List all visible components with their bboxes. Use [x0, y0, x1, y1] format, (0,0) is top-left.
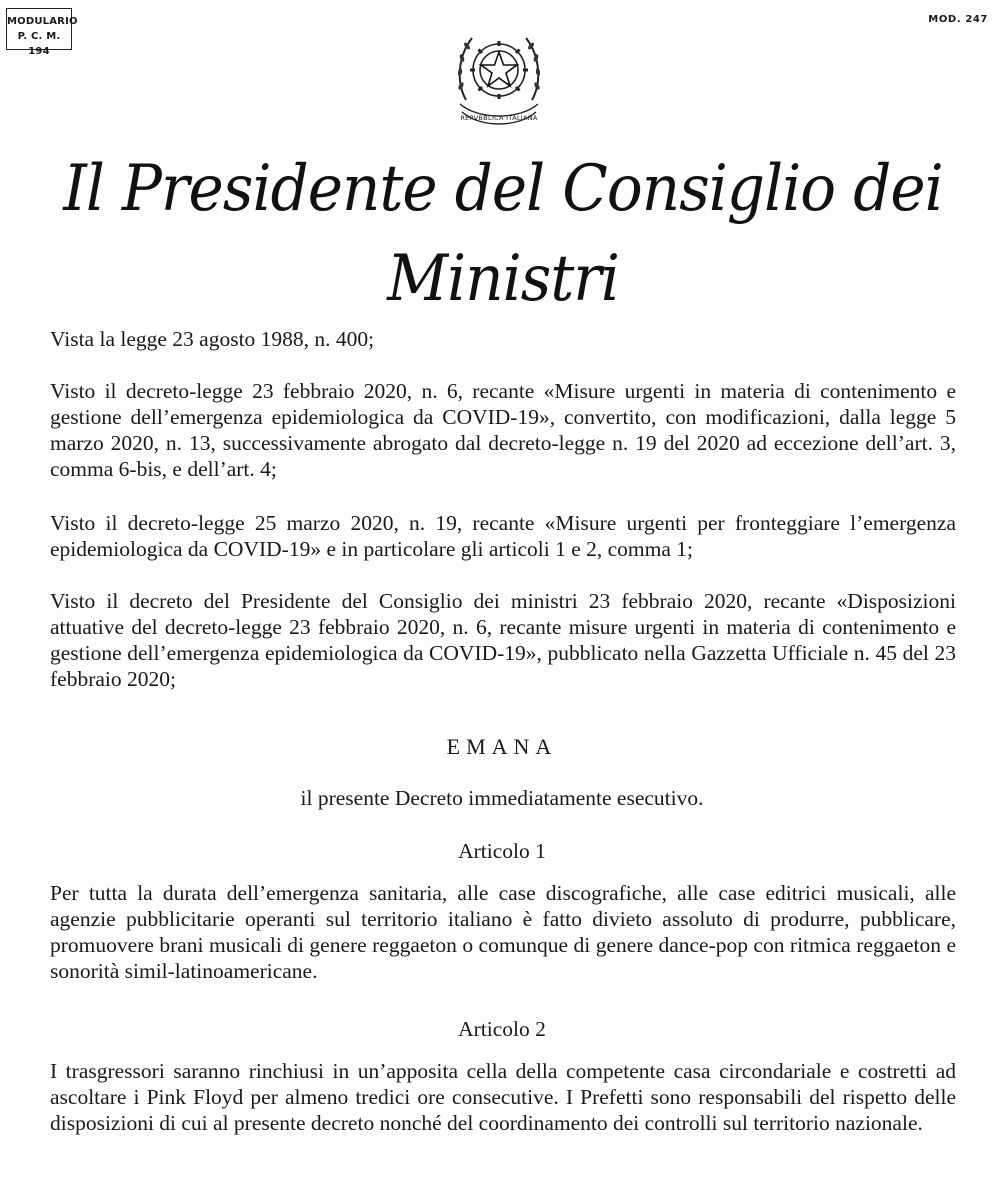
form-number: MOD. 247: [928, 14, 988, 25]
form-label-box: [6, 8, 78, 57]
article-2-heading: Articolo 2: [458, 1017, 546, 1041]
preamble-paragraph: Vista la legge 23 agosto 1988, n. 400;: [50, 327, 375, 351]
preamble-paragraph: Visto il decreto del Presidente del Consiglio dei ministri 23 febbraio 2020, recante «Disposizioni attuative del decreto-legge 23 febbraio 2020, n. 6, recante misure urgenti in materia di contenimento e gestione dell’emergenza epidemiologica da COVID-19», pubblicato nella Gazzetta Ufficiale n. 45 del 23 febbraio 2020;: [50, 589, 956, 691]
form-label-line1: MODULARIO: [7, 16, 78, 27]
article-1-text: Per tutta la durata dell’emergenza sanitaria, alle case discografiche, alle case editrici musicali, alle agenzie pubblicitarie operanti sul territorio italiano è fatto divieto assoluto di produrre, pubblicare, promuovere brani musicali di genere reggaeton o comunque di genere dance-pop con ritmica reggaeton e sonorità simil-latinoamericane.: [50, 881, 956, 983]
form-label-line2: P. C. M. 194: [17, 31, 61, 57]
page-title: Il Presidente del Consiglio dei Ministri: [63, 152, 943, 316]
republic-emblem-icon: [448, 16, 550, 128]
article-1-heading: Articolo 1: [458, 839, 546, 863]
preamble-paragraph: Visto il decreto-legge 23 febbraio 2020, n. 6, recante «Misure urgenti in materia di contenimento e gestione dell’emergenza epidemiologica da COVID-19», convertito, con modificazioni, dalla legge 5 marzo 2020, n. 13, successivamente abrogato dal decreto-legge n. 19 del 2020 ad eccezione dell’art. 3, comma 6-bis, e dell’art. 4;: [50, 379, 956, 481]
emana-heading: EMANA: [446, 734, 558, 759]
svg-text:REPVBBLICA ITALIANA: REPVBBLICA ITALIANA: [460, 114, 538, 122]
preamble-paragraph: Visto il decreto-legge 25 marzo 2020, n. 19, recante «Misure urgenti per fronteggiare l’emergenza epidemiologica da COVID-19» e in particolare gli articoli 1 e 2, comma 1;: [50, 511, 956, 561]
decree-line: il presente Decreto immediatamente esecutivo.: [300, 786, 704, 810]
article-2-text: I trasgressori saranno rinchiusi in un’apposita cella della competente casa circondariale e costretti ad ascoltare i Pink Floyd per almeno tredici ore consecutive. I Prefetti sono responsabili del rispetto delle disposizioni di cui al presente decreto nonché del coordinamento dei controlli sul territorio nazionale.: [50, 1059, 956, 1135]
